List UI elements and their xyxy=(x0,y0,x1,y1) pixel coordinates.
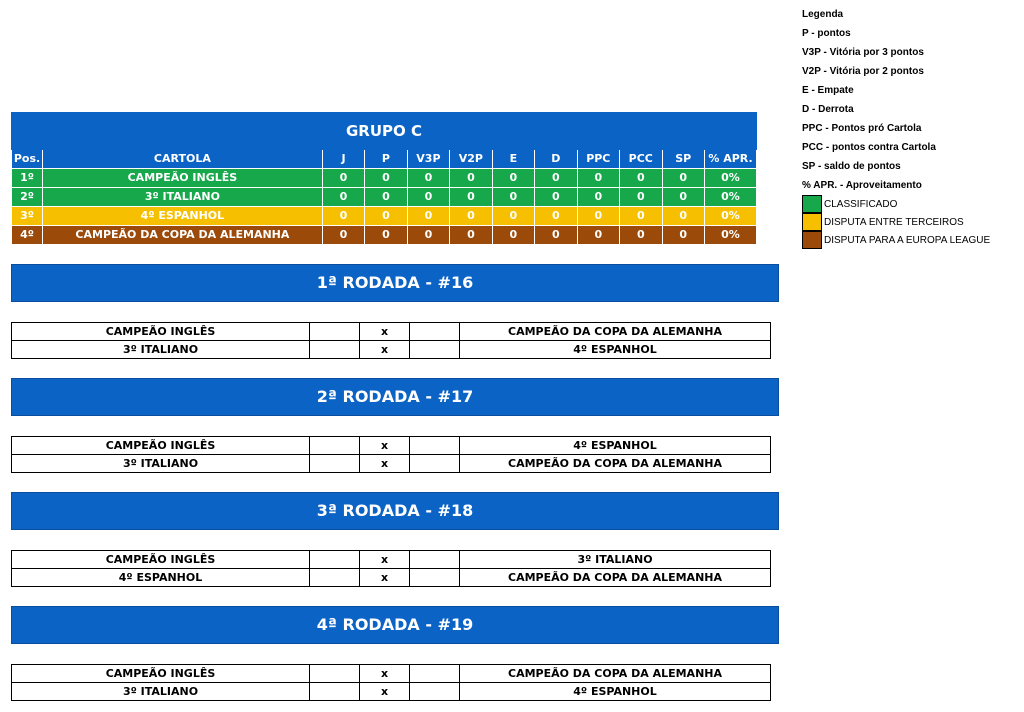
column-header: V2P xyxy=(450,150,492,169)
home-team: 3º ITALIANO xyxy=(12,341,310,359)
home-team: 3º ITALIANO xyxy=(12,455,310,473)
column-header: SP xyxy=(662,150,704,169)
away-score xyxy=(410,455,460,473)
cell-v3p: 0 xyxy=(407,226,449,245)
away-team: 4º ESPANHOL xyxy=(460,683,771,701)
games-table xyxy=(11,664,771,701)
game-row xyxy=(12,437,771,455)
cell-team: CAMPEÃO DA COPA DA ALEMANHA xyxy=(43,226,323,245)
cell-v3p: 0 xyxy=(407,169,449,188)
home-score xyxy=(310,665,360,683)
column-header: PPC xyxy=(577,150,619,169)
swatch-label: CLASSIFICADO xyxy=(824,198,898,210)
versus: x xyxy=(360,341,410,359)
standings-header-row xyxy=(12,150,757,169)
away-team: 4º ESPANHOL xyxy=(460,437,771,455)
cell-pos: 4º xyxy=(12,226,43,245)
game-row xyxy=(12,455,771,473)
home-team: CAMPEÃO INGLÊS xyxy=(12,665,310,683)
cell-pos: 2º xyxy=(12,188,43,207)
versus: x xyxy=(360,569,410,587)
cell-d: 0 xyxy=(535,188,577,207)
standings-table xyxy=(11,112,757,245)
home-score xyxy=(310,323,360,341)
home-score xyxy=(310,569,360,587)
cell-p: 0 xyxy=(365,226,407,245)
legend-swatch-classificado xyxy=(802,195,990,213)
cell-e: 0 xyxy=(492,207,534,226)
away-team: 4º ESPANHOL xyxy=(460,341,771,359)
away-score xyxy=(410,551,460,569)
versus: x xyxy=(360,323,410,341)
cell-team: CAMPEÃO INGLÊS xyxy=(43,169,323,188)
column-header: CARTOLA xyxy=(43,150,323,169)
cell-ppc: 0 xyxy=(577,207,619,226)
swatch-label: DISPUTA PARA A EUROPA LEAGUE xyxy=(824,234,991,246)
cell-ppc: 0 xyxy=(577,169,619,188)
versus: x xyxy=(360,437,410,455)
away-score xyxy=(410,341,460,359)
column-header: E xyxy=(492,150,534,169)
round-banner: 3ª RODADA - #18 xyxy=(11,492,779,530)
cell-p: 0 xyxy=(365,188,407,207)
group-title: GRUPO C xyxy=(12,113,757,150)
cell-ppc: 0 xyxy=(577,226,619,245)
legend-item: P - pontos xyxy=(802,28,851,39)
cell-p: 0 xyxy=(365,169,407,188)
cell-apr: 0% xyxy=(704,226,756,245)
standings-row xyxy=(12,169,757,188)
column-header: V3P xyxy=(407,150,449,169)
legend-swatch-terceiros xyxy=(802,213,990,231)
cell-ppc: 0 xyxy=(577,188,619,207)
column-header: P xyxy=(365,150,407,169)
color-swatch xyxy=(802,195,822,213)
cell-team: 4º ESPANHOL xyxy=(43,207,323,226)
home-team: CAMPEÃO INGLÊS xyxy=(12,323,310,341)
game-row xyxy=(12,323,771,341)
cell-v2p: 0 xyxy=(450,207,492,226)
cell-p: 0 xyxy=(365,207,407,226)
home-team: CAMPEÃO INGLÊS xyxy=(12,437,310,455)
away-team: CAMPEÃO DA COPA DA ALEMANHA xyxy=(460,569,771,587)
away-score xyxy=(410,437,460,455)
cell-apr: 0% xyxy=(704,188,756,207)
standings-row xyxy=(12,188,757,207)
standings-row xyxy=(12,226,757,245)
away-team: CAMPEÃO DA COPA DA ALEMANHA xyxy=(460,665,771,683)
game-row xyxy=(12,665,771,683)
home-score xyxy=(310,341,360,359)
cell-sp: 0 xyxy=(662,188,704,207)
away-score xyxy=(410,683,460,701)
game-row xyxy=(12,551,771,569)
color-swatch xyxy=(802,213,822,231)
legend-swatch-europa xyxy=(802,231,990,249)
cell-v3p: 0 xyxy=(407,207,449,226)
cell-v3p: 0 xyxy=(407,188,449,207)
round-banner: 1ª RODADA - #16 xyxy=(11,264,779,302)
cell-d: 0 xyxy=(535,169,577,188)
cell-sp: 0 xyxy=(662,226,704,245)
cell-j: 0 xyxy=(322,207,364,226)
legend-title: Legenda xyxy=(802,9,844,20)
cell-sp: 0 xyxy=(662,169,704,188)
game-row xyxy=(12,341,771,359)
games-table xyxy=(11,322,771,359)
swatch-label: DISPUTA ENTRE TERCEIROS xyxy=(824,216,964,228)
legend-item: D - Derrota xyxy=(802,104,854,115)
cell-pos: 1º xyxy=(12,169,43,188)
legend-item: E - Empate xyxy=(802,85,854,96)
column-header: % APR. xyxy=(704,150,756,169)
games-table xyxy=(11,436,771,473)
home-score xyxy=(310,551,360,569)
away-score xyxy=(410,323,460,341)
versus: x xyxy=(360,551,410,569)
game-row xyxy=(12,569,771,587)
cell-e: 0 xyxy=(492,226,534,245)
legend-item: PCC - pontos contra Cartola xyxy=(802,142,936,153)
cell-apr: 0% xyxy=(704,169,756,188)
cell-e: 0 xyxy=(492,188,534,207)
cell-d: 0 xyxy=(535,226,577,245)
cell-d: 0 xyxy=(535,207,577,226)
cell-sp: 0 xyxy=(662,207,704,226)
cell-j: 0 xyxy=(322,226,364,245)
cell-j: 0 xyxy=(322,188,364,207)
cell-pcc: 0 xyxy=(620,169,662,188)
column-header: Pos. xyxy=(12,150,43,169)
games-table xyxy=(11,550,771,587)
away-score xyxy=(410,569,460,587)
away-team: CAMPEÃO DA COPA DA ALEMANHA xyxy=(460,455,771,473)
away-team: 3º ITALIANO xyxy=(460,551,771,569)
standings-row xyxy=(12,207,757,226)
versus: x xyxy=(360,665,410,683)
round-banner: 4ª RODADA - #19 xyxy=(11,606,779,644)
round-banner: 2ª RODADA - #17 xyxy=(11,378,779,416)
cell-team: 3º ITALIANO xyxy=(43,188,323,207)
legend-item: PPC - Pontos pró Cartola xyxy=(802,123,922,134)
legend xyxy=(802,5,990,249)
legend-item: SP - saldo de pontos xyxy=(802,161,901,172)
cell-pos: 3º xyxy=(12,207,43,226)
home-score xyxy=(310,455,360,473)
home-team: 3º ITALIANO xyxy=(12,683,310,701)
legend-item: % APR. - Aproveitamento xyxy=(802,180,922,191)
cell-v2p: 0 xyxy=(450,169,492,188)
cell-j: 0 xyxy=(322,169,364,188)
versus: x xyxy=(360,683,410,701)
cell-v2p: 0 xyxy=(450,188,492,207)
home-team: 4º ESPANHOL xyxy=(12,569,310,587)
home-team: CAMPEÃO INGLÊS xyxy=(12,551,310,569)
cell-e: 0 xyxy=(492,169,534,188)
column-header: J xyxy=(322,150,364,169)
cell-apr: 0% xyxy=(704,207,756,226)
legend-item: V3P - Vitória por 3 pontos xyxy=(802,47,924,58)
cell-pcc: 0 xyxy=(620,226,662,245)
game-row xyxy=(12,683,771,701)
away-team: CAMPEÃO DA COPA DA ALEMANHA xyxy=(460,323,771,341)
legend-item: V2P - Vitória por 2 pontos xyxy=(802,66,924,77)
column-header: PCC xyxy=(620,150,662,169)
color-swatch xyxy=(802,231,822,249)
column-header: D xyxy=(535,150,577,169)
cell-v2p: 0 xyxy=(450,226,492,245)
home-score xyxy=(310,437,360,455)
cell-pcc: 0 xyxy=(620,207,662,226)
cell-pcc: 0 xyxy=(620,188,662,207)
home-score xyxy=(310,683,360,701)
versus: x xyxy=(360,455,410,473)
away-score xyxy=(410,665,460,683)
